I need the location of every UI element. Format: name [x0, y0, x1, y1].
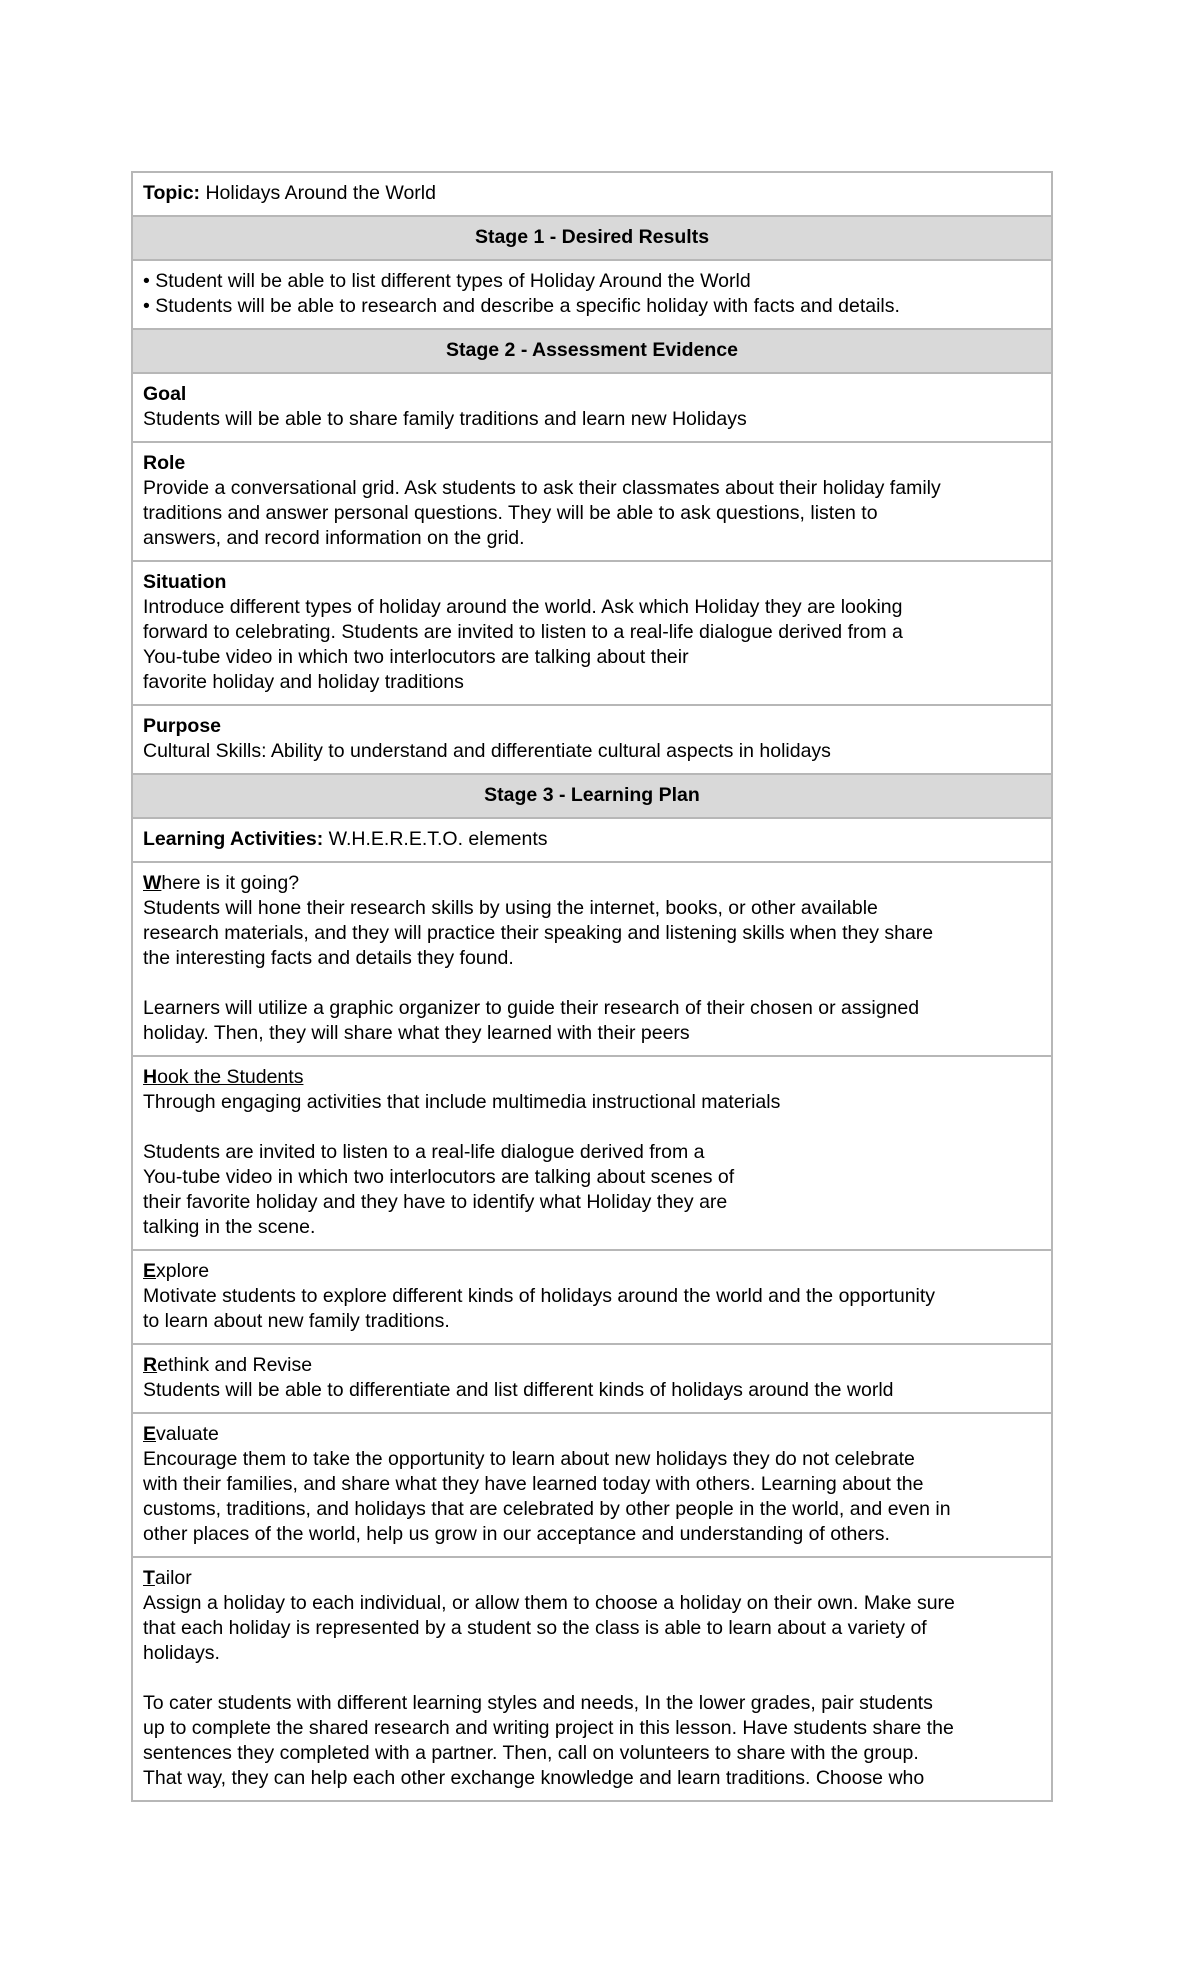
explore-text: to learn about new family traditions. — [143, 1310, 450, 1332]
hook-initial: H — [143, 1066, 158, 1088]
where-heading-rest: here is it going? — [161, 872, 300, 894]
stage1-header: Stage 1 - Desired Results — [133, 215, 1051, 259]
result-bullet: • Student will be able to list different types of Holiday Around the World — [143, 270, 751, 292]
goal-section — [133, 372, 1051, 441]
stage3-header: Stage 3 - Learning Plan — [133, 773, 1051, 817]
explore-text: Motivate students to explore different kinds of holidays around the world and the opportunity — [143, 1285, 936, 1307]
explore-initial: E — [143, 1260, 157, 1282]
tailor-initial: T — [143, 1567, 155, 1589]
hook-heading — [143, 1065, 1041, 1090]
evaluate-heading-rest: valuate — [156, 1423, 219, 1445]
hook-text: their favorite holiday and they have to identify what Holiday they are — [143, 1191, 728, 1213]
tailor-section — [133, 1556, 1051, 1800]
rethink-section — [133, 1343, 1051, 1412]
hook-section — [133, 1055, 1051, 1249]
rethink-heading-rest: ethink and Revise — [157, 1354, 313, 1376]
role-section — [133, 441, 1051, 560]
role-label: Role — [143, 452, 186, 474]
situation-label: Situation — [143, 571, 227, 593]
topic-row — [133, 173, 1051, 215]
paragraph-gap — [143, 971, 1041, 996]
situation-section — [133, 560, 1051, 704]
where-text: Students will hone their research skills by using the internet, books, or other available — [143, 897, 878, 919]
where-text: Learners will utilize a graphic organizer to guide their research of their chosen or assigned — [143, 997, 920, 1019]
explore-heading — [143, 1259, 1041, 1284]
hook-text: Through engaging activities that include multimedia instructional materials — [143, 1091, 781, 1113]
tailor-text: sentences they completed with a partner. Then, call on volunteers to share with the group. — [143, 1742, 919, 1764]
explore-heading-rest: xplore — [156, 1260, 210, 1282]
rethink-heading — [143, 1353, 1041, 1378]
role-text: Provide a conversational grid. Ask students to ask their classmates about their holiday family — [143, 477, 941, 499]
purpose-text: Cultural Skills: Ability to understand and differentiate cultural aspects in holidays — [143, 740, 831, 762]
where-text: the interesting facts and details they found. — [143, 947, 514, 969]
tailor-text: that each holiday is represented by a student so the class is able to learn about a variety of — [143, 1617, 927, 1639]
tailor-text: That way, they can help each other exchange knowledge and learn traditions. Choose who — [143, 1767, 925, 1789]
tailor-heading — [143, 1566, 1041, 1591]
evaluate-initial: E — [143, 1423, 157, 1445]
goal-text: Students will be able to share family traditions and learn new Holidays — [143, 408, 747, 430]
paragraph-gap — [143, 1666, 1041, 1691]
where-text: holiday. Then, they will share what they learned with their peers — [143, 1022, 690, 1044]
tailor-text: Assign a holiday to each individual, or allow them to choose a holiday on their own. Make sure — [143, 1592, 955, 1614]
situation-text: forward to celebrating. Students are invited to listen to a real-life dialogue derived from a — [143, 621, 903, 643]
tailor-text: To cater students with different learning styles and needs, In the lower grades, pair students — [143, 1692, 933, 1714]
rethink-text: Students will be able to differentiate and list different kinds of holidays around the world — [143, 1379, 894, 1401]
tailor-heading-rest: ailor — [154, 1567, 192, 1589]
purpose-section — [133, 704, 1051, 773]
evaluate-text: customs, traditions, and holidays that are celebrated by other people in the world, and even in — [143, 1498, 951, 1520]
where-initial: W — [143, 872, 162, 894]
stage1-results — [133, 259, 1051, 328]
hook-heading-rest: ook the Students — [157, 1066, 304, 1088]
rethink-initial: R — [143, 1354, 158, 1376]
hook-text: Students are invited to listen to a real-life dialogue derived from a — [143, 1141, 705, 1163]
situation-text: favorite holiday and holiday traditions — [143, 671, 464, 693]
hook-text: You-tube video in which two interlocutors are talking about scenes of — [143, 1166, 735, 1188]
lesson-plan-table — [131, 171, 1053, 1802]
evaluate-text: Encourage them to take the opportunity to learn about new holidays they do not celebrate — [143, 1448, 915, 1470]
explore-section — [133, 1249, 1051, 1343]
role-text: traditions and answer personal questions. They will be able to ask questions, listen to — [143, 502, 878, 524]
stage2-header: Stage 2 - Assessment Evidence — [133, 328, 1051, 372]
evaluate-section — [133, 1412, 1051, 1556]
result-bullet: • Students will be able to research and describe a specific holiday with facts and details. — [143, 295, 900, 317]
where-section — [133, 861, 1051, 1055]
learning-activities-row — [133, 817, 1051, 861]
tailor-text: up to complete the shared research and writing project in this lesson. Have students share the — [143, 1717, 954, 1739]
goal-label: Goal — [143, 383, 187, 405]
hook-text: talking in the scene. — [143, 1216, 316, 1238]
purpose-label: Purpose — [143, 715, 222, 737]
evaluate-text: other places of the world, help us grow in our acceptance and understanding of others. — [143, 1523, 890, 1545]
evaluate-text: with their families, and share what they have learned today with others. Learning about the — [143, 1473, 924, 1495]
where-heading — [143, 871, 1041, 896]
situation-text: You-tube video in which two interlocutors are talking about their — [143, 646, 689, 668]
topic-label: Topic: — [143, 182, 201, 204]
situation-text: Introduce different types of holiday around the world. Ask which Holiday they are looking — [143, 596, 903, 618]
topic-value: Holidays Around the World — [200, 182, 436, 204]
learning-activities-value: W.H.E.R.E.T.O. elements — [323, 828, 548, 850]
learning-activities-label: Learning Activities: — [143, 828, 324, 850]
role-text: answers, and record information on the grid. — [143, 527, 525, 549]
tailor-text: holidays. — [143, 1642, 220, 1664]
where-text: research materials, and they will practice their speaking and listening skills when they share — [143, 922, 934, 944]
evaluate-heading — [143, 1422, 1041, 1447]
paragraph-gap — [143, 1115, 1041, 1140]
